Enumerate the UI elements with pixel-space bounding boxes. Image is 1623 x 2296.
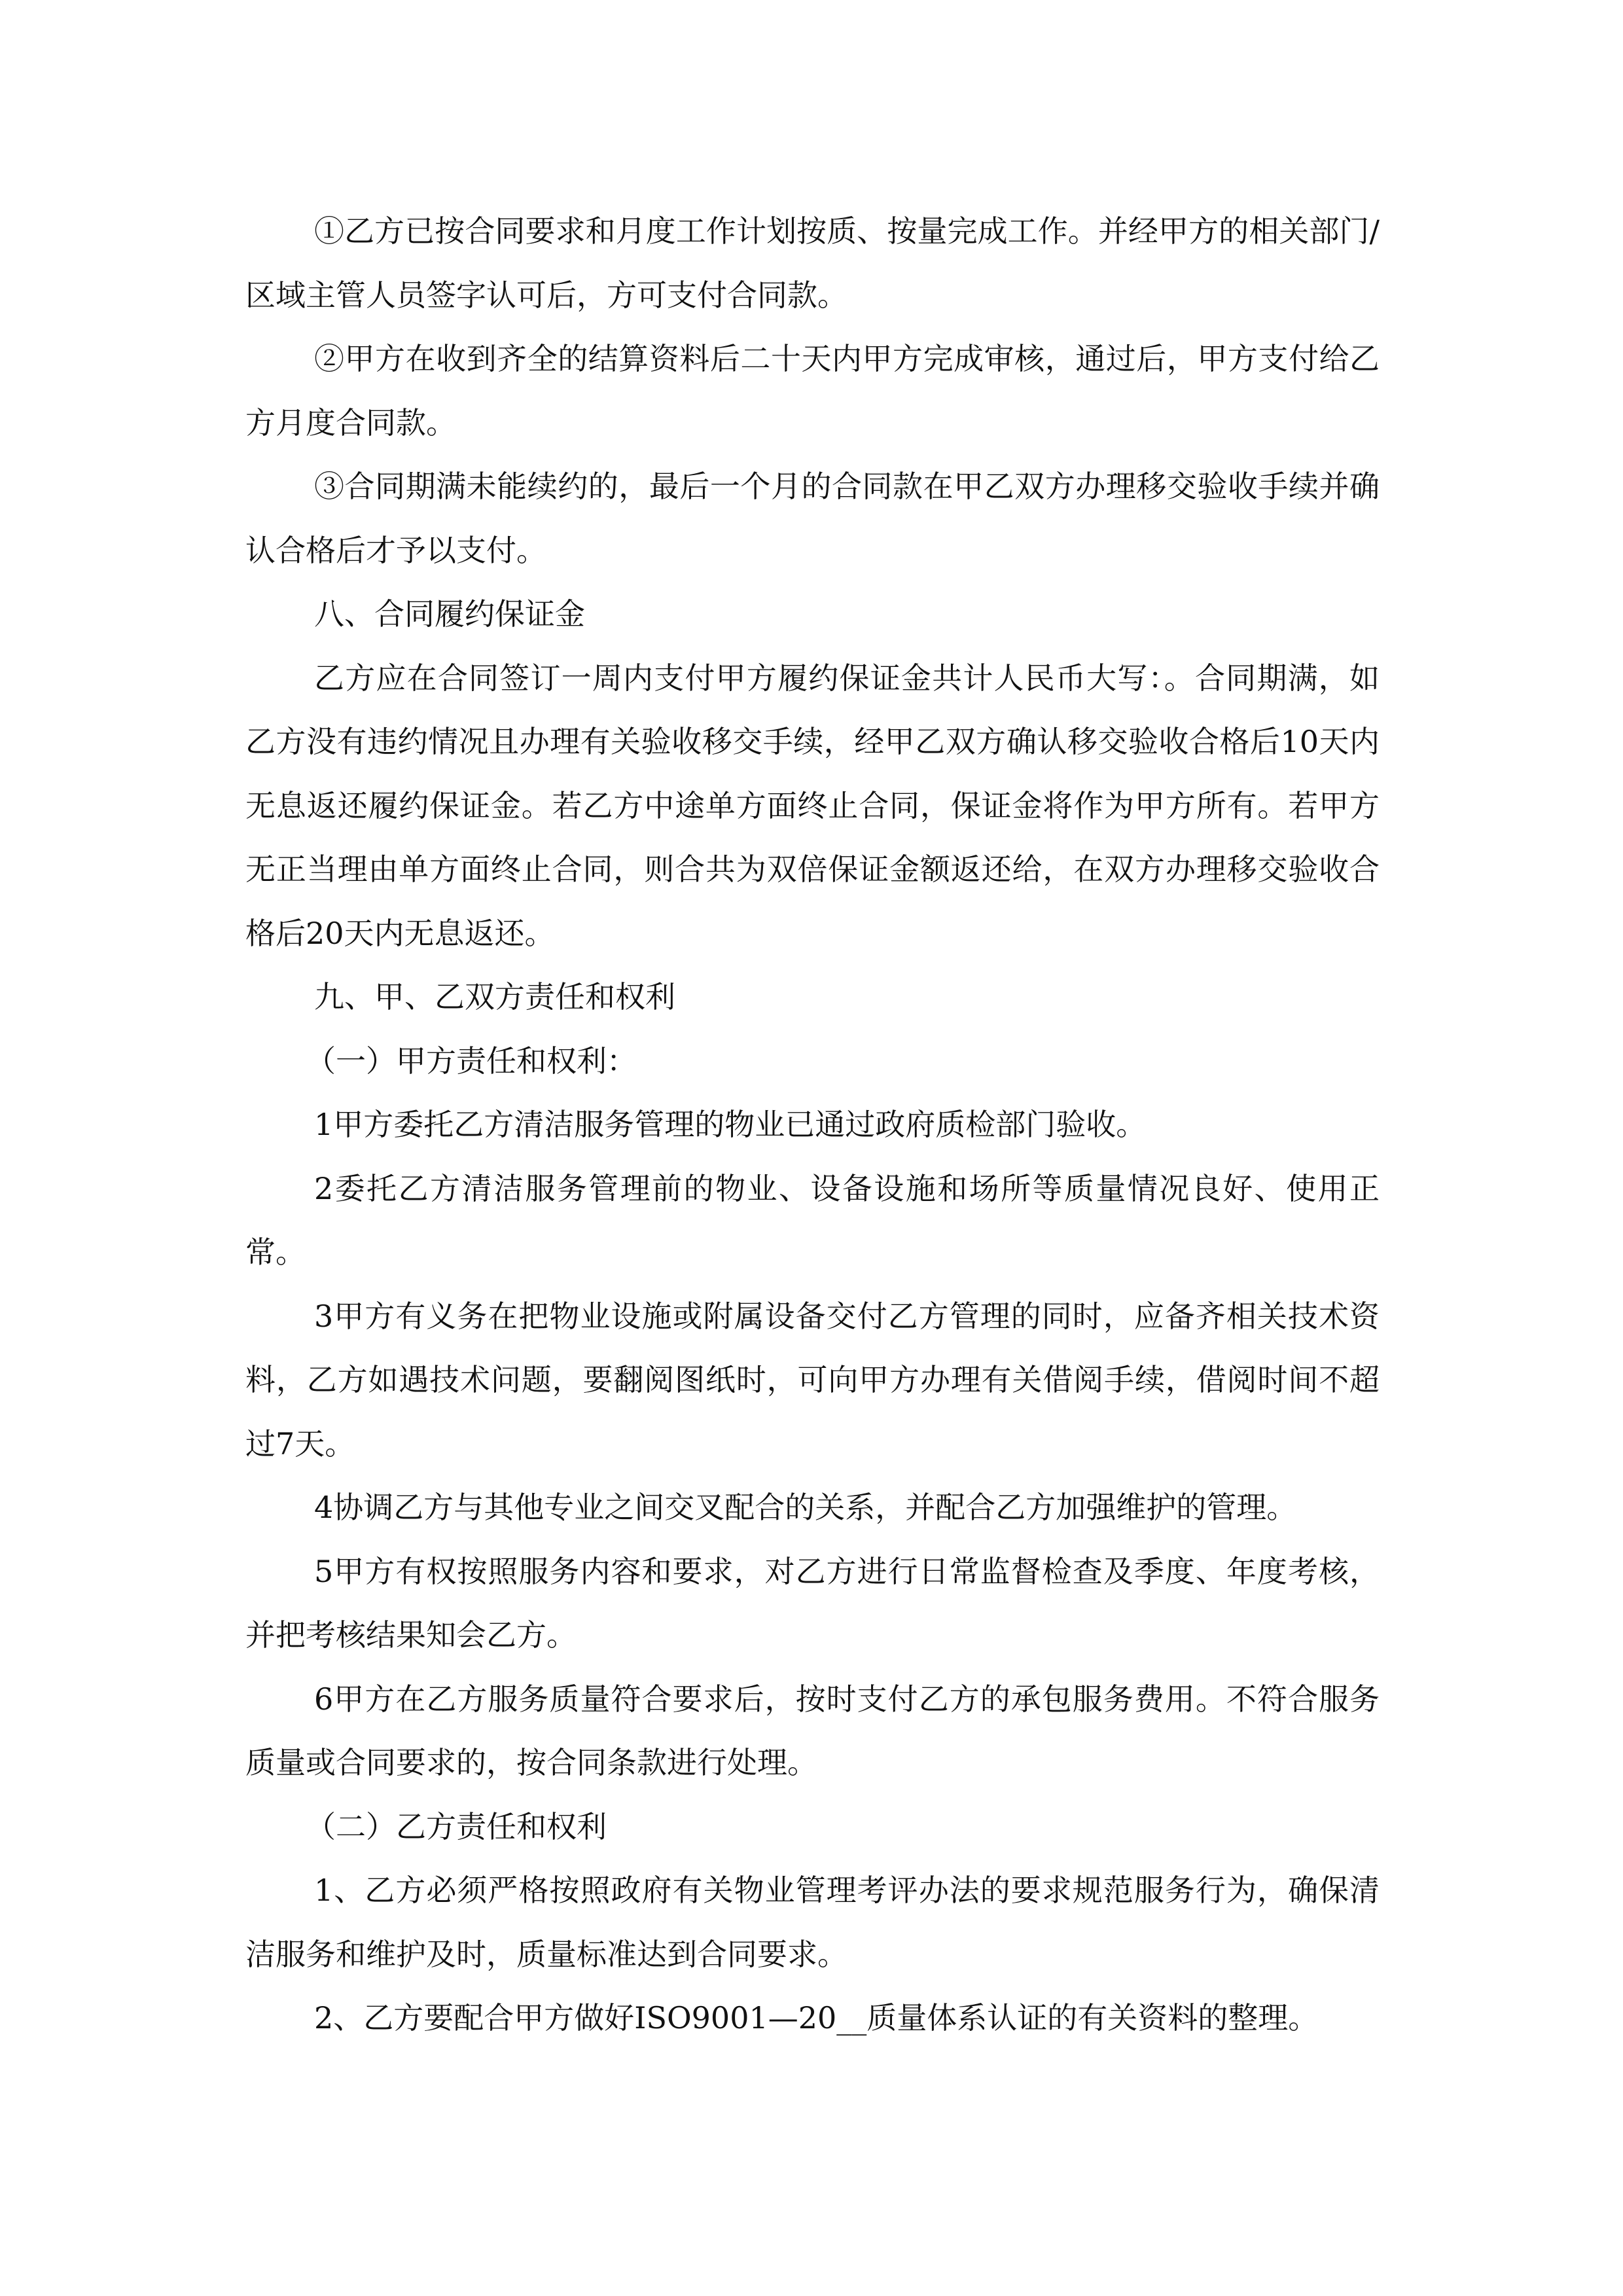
document-page [245, 200, 1380, 2051]
paragraph-payment-condition-1: ①乙方已按合同要求和月度工作计划按质、按量完成工作。并经甲方的相关部门/区域主管人员签字认可后，方可支付合同款。 [245, 213, 1380, 313]
subheading-party-b: （二）乙方责任和权利 [306, 1808, 607, 1844]
section-heading-responsibilities: 九、甲、乙双方责任和权利 [314, 979, 675, 1014]
paragraph-payment-condition-2: ②甲方在收到齐全的结算资料后二十天内甲方完成审核，通过后，甲方支付给乙方月度合同款。 [245, 341, 1380, 440]
list-item-party-a-1: 1甲方委托乙方清洁服务管理的物业已通过政府质检部门验收。 [314, 1107, 1147, 1142]
list-item-party-b-1: 1、乙方必须严格按照政府有关物业管理考评办法的要求规范服务行为，确保清洁服务和维护及时，质量标准达到合同要求。 [245, 1873, 1380, 1972]
list-item-party-a-4: 4协调乙方与其他专业之间交叉配合的关系，并配合乙方加强维护的管理。 [314, 1490, 1297, 1525]
paragraph-performance-bond: 乙方应在合同签订一周内支付甲方履约保证金共计人民币大写：。合同期满，如乙方没有违约情况且办理有关验收移交手续，经甲乙双方确认移交验收合格后10天内无息返还履约保证金。若乙方中途单方面终止合同，保证金将作为甲方所有。若甲方无正当理由单方面终止合同，则合共为双倍保证金额返还给，在双方办理移交验收合格后20天内无息返还。 [245, 660, 1380, 951]
paragraph-payment-condition-3: ③合同期满未能续约的，最后一个月的合同款在甲乙双方办理移交验收手续并确认合格后才予以支付。 [245, 469, 1380, 568]
list-item-party-a-2: 2委托乙方清洁服务管理前的物业、设备设施和场所等质量情况良好、使用正常。 [245, 1170, 1380, 1270]
list-item-party-b-2: 2、乙方要配合甲方做好ISO9001—20__质量体系认证的有关资料的整理。 [314, 2000, 1319, 2036]
list-item-party-a-3: 3甲方有义务在把物业设施或附属设备交付乙方管理的同时，应备齐相关技术资料，乙方如遇技术问题，要翻阅图纸时，可向甲方办理有关借阅手续，借阅时间不超过7天。 [245, 1298, 1380, 1462]
list-item-party-a-6: 6甲方在乙方服务质量符合要求后，按时支付乙方的承包服务费用。不符合服务质量或合同要求的，按合同条款进行处理。 [245, 1681, 1380, 1780]
subheading-party-a: （一）甲方责任和权利： [306, 1043, 637, 1079]
section-heading-performance-bond: 八、合同履约保证金 [314, 596, 585, 632]
list-item-party-a-5: 5甲方有权按照服务内容和要求，对乙方进行日常监督检查及季度、年度考核，并把考核结果知会乙方。 [245, 1553, 1380, 1653]
